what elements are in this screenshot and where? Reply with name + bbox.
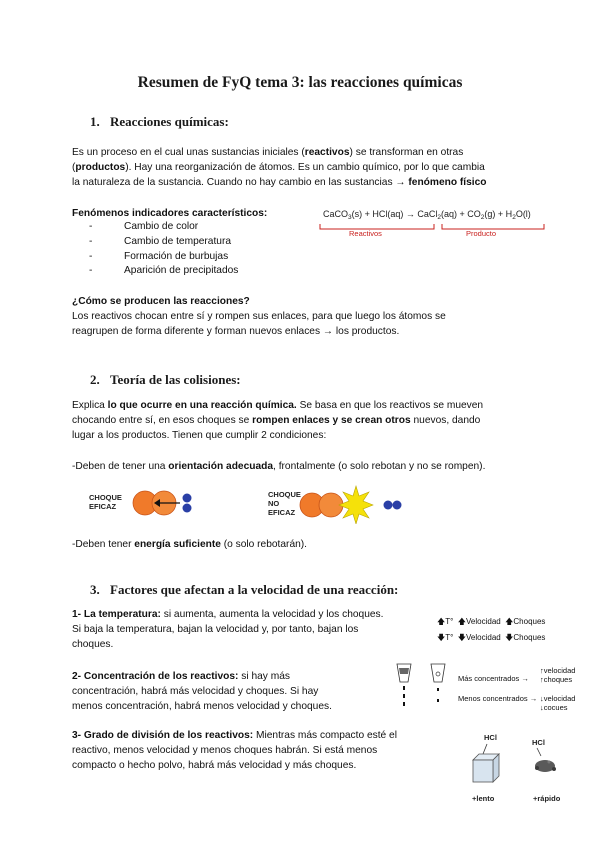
effective-collision-label: CHOQUE EFICAZ [89, 493, 122, 511]
ineffective-collision-label: CHOQUE NO EFICAZ [268, 490, 301, 517]
condition-2: -Deben tener energía suficiente (o solo rebotarán). [72, 539, 307, 550]
section-number: 2. [90, 372, 100, 387]
list-item: - Cambio de color [89, 221, 199, 232]
arrow-down-icon: 🡇 [437, 633, 446, 642]
arrow-up-icon: ↑ [540, 675, 544, 684]
phenomena-title: Fenómenos indicadores característicos: [72, 208, 268, 219]
more-concentrated-result: ↑velocidad ↑choques [540, 666, 576, 684]
section-1-paragraph: Es un proceso en el cual unas sustancias iniciales (reactivos) se transforman en otras (productos). Hay una reorganización de átomos. Es un cambio químico, por lo que cambia la naturaleza de la sustancia. Cuando no hay cambio en las sustancias → fenómeno físico [72, 147, 487, 188]
arrow-up-icon: 🡅 [437, 617, 446, 626]
faster-label: +rápido [533, 794, 561, 803]
section-number: 1. [90, 114, 100, 129]
producto-label: Producto [466, 229, 497, 238]
arrow-down-icon: 🡇 [457, 633, 467, 642]
page-title: Resumen de FyQ tema 3: las reacciones químicas [137, 74, 463, 91]
less-concentrated-result: ↓velocidad ↓cocues [540, 694, 576, 712]
more-concentrated-label: Más concentrados → [458, 674, 529, 683]
hcl-label: HCl [532, 738, 545, 747]
arrow-up-icon: ↑ [540, 666, 544, 675]
factor-division: 3- Grado de división de los reactivos: Mientras más compacto esté el reactivo, menos velocidad y menos choques habrán. Si está menos compacto o hecho polvo, habrá más velocidad y más choques. [72, 730, 397, 771]
section-1-heading [90, 114, 229, 130]
section-title: Factores que afectan a la velocidad de una reacción: [110, 582, 399, 597]
ineffective-collision-illustration [296, 480, 406, 524]
list-item: - Formación de burbujas [89, 250, 229, 262]
chemical-equation: CaCO$_3$(s) + HCl(aq) → CaCl$_2$(aq) + $CO_2(g) + H_2O(l)$ [323, 209, 531, 221]
factor-concentration: 2- Concentración de los reactivos: si hay más concentración, habrá más velocidad y choques. Si hay menos concentración, habrá menos velocidad y choques. [72, 671, 332, 712]
section-2-heading [90, 372, 241, 388]
section-2-paragraph: Explica lo que ocurre en una reacción química. Se basa en que los reactivos se mueven chocando entre sí, en esos choques se rompen enlaces y se crean otros nuevos, dando lugar a los productos. Tienen que cumplir 2 condiciones: [72, 400, 484, 441]
arrow-down-icon: 🡇 [505, 633, 514, 642]
section-3-heading [90, 582, 398, 598]
temperature-figure: 🡅T° 🡅Velocidad 🡅Choques 🡇T° 🡇Velocidad 🡇Choques [437, 617, 546, 642]
factor-temperature: 1- La temperatura: si aumenta, aumenta la velocidad y los choques. Si baja la temperatura, bajan la velocidad y, por tanto, bajan los choques. [72, 609, 384, 650]
effective-collision-illustration [128, 482, 208, 522]
division-illustration [465, 742, 565, 790]
phenomena-list [89, 220, 238, 279]
concentration-illustration [394, 662, 454, 718]
condition-1: -Deben de tener una orientación adecuada, frontalmente (o solo rebotan y no se rompen). [72, 461, 486, 472]
arrow-up-icon: 🡅 [505, 617, 514, 626]
slower-label: +lento [472, 794, 495, 803]
arrow-down-icon: ↓ [540, 694, 544, 703]
less-concentrated-label: Menos concentrados → [458, 694, 538, 703]
arrow-up-icon: 🡅 [457, 617, 467, 626]
hcl-label: HCl [484, 733, 497, 742]
how-reactions-block: ¿Cómo se producen las reacciones? Los reactivos chocan entre sí y rompen sus enlaces, para que luego los átomos se reagrupen de forma diferente y forman nuevos enlaces → los productos. [72, 296, 446, 337]
section-title: Reacciones químicas: [110, 114, 229, 129]
list-item: - Cambio de temperatura [89, 235, 232, 247]
arrow-down-icon: ↓ [540, 703, 544, 712]
reactivos-label: Reactivos [349, 229, 382, 238]
section-title: Teoría de las colisiones: [110, 372, 241, 387]
section-number: 3. [90, 582, 100, 597]
list-item: - Aparición de precipitados [89, 265, 239, 277]
